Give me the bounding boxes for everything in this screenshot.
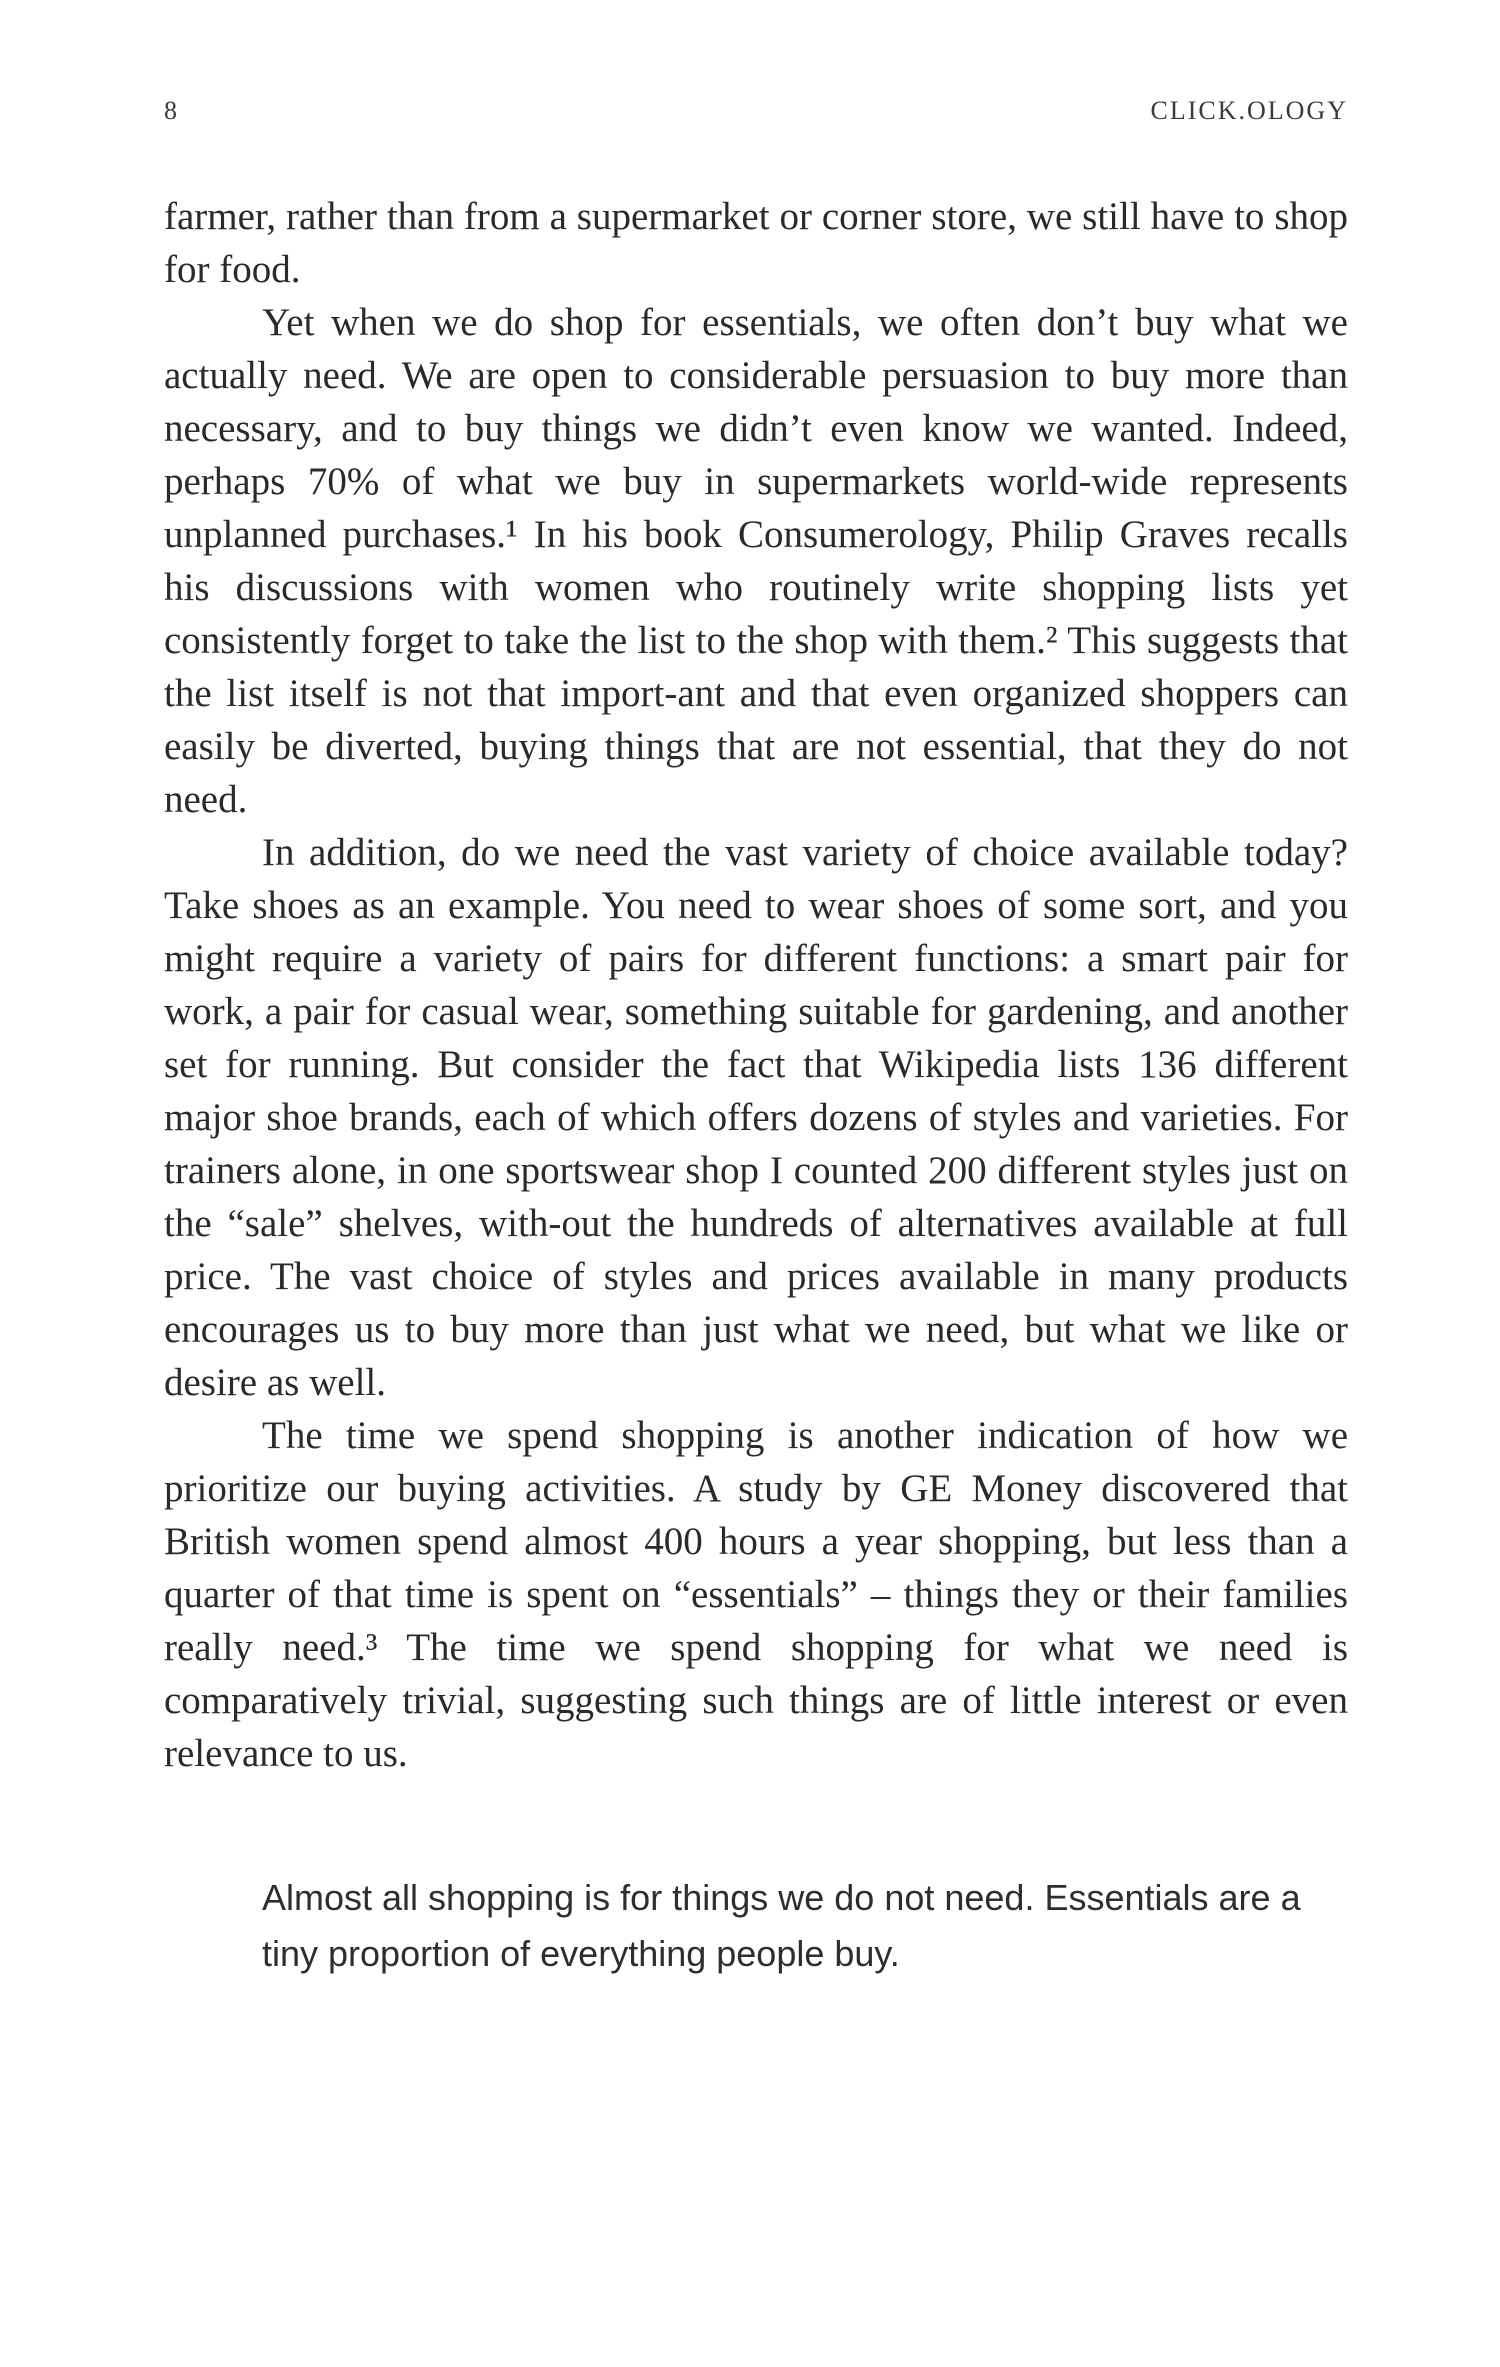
callout-quote: Almost all shopping is for things we do not need. Essentials are a tiny proportion of everything people buy. bbox=[262, 1877, 1301, 1974]
paragraph: Yet when we do shop for essentials, we often don’t buy what we actually need. We are open to considerable persuasion to buy more than necessary, and to buy things we didn’t even know we wanted. Indeed, perhaps 70% of what we buy in supermarkets world-wide represents unplanned purchases.¹ In his book Consumerology, Philip Graves recalls his discussions with women who routinely write shopping lists yet consistently forget to take the list to the shop with them.² This suggests that the list itself is not that import-ant and that even organized shoppers can easily be diverted, buying things that are not essential, that they do not need. bbox=[164, 301, 1348, 821]
paragraph: The time we spend shopping is another indication of how we prioritize our buying activities. A study by GE Money discovered that British women spend almost 400 hours a year shopping, but less than a quarter of that time is spent on “essentials” – things they or their families really need.³ The time we spend shopping for what we need is comparatively trivial, suggesting such things are of little interest or even relevance to us. bbox=[164, 1414, 1348, 1775]
page-number: 8 bbox=[164, 96, 178, 125]
paragraph: farmer, rather than from a supermarket or corner store, we still have to shop for food. bbox=[164, 195, 1348, 291]
page-header bbox=[164, 96, 1348, 136]
paragraph: In addition, do we need the vast variety of choice available today? Take shoes as an example. You need to wear shoes of some sort, and you might require a variety of pairs for different functions: a smart pair for work, a pair for casual wear, something suitable for gardening, and another set for running. But consider the fact that Wikipedia lists 136 different major shoe brands, each of which offers dozens of styles and varieties. For trainers alone, in one sportswear shop I counted 200 different styles just on the “sale” shelves, with-out the hundreds of alternatives available at full price. The vast choice of styles and prices available in many products encourages us to buy more than just what we need, but what we like or desire as well. bbox=[164, 831, 1348, 1404]
running-head: CLICK.OLOGY bbox=[1150, 96, 1348, 125]
body-text bbox=[164, 190, 1348, 1780]
